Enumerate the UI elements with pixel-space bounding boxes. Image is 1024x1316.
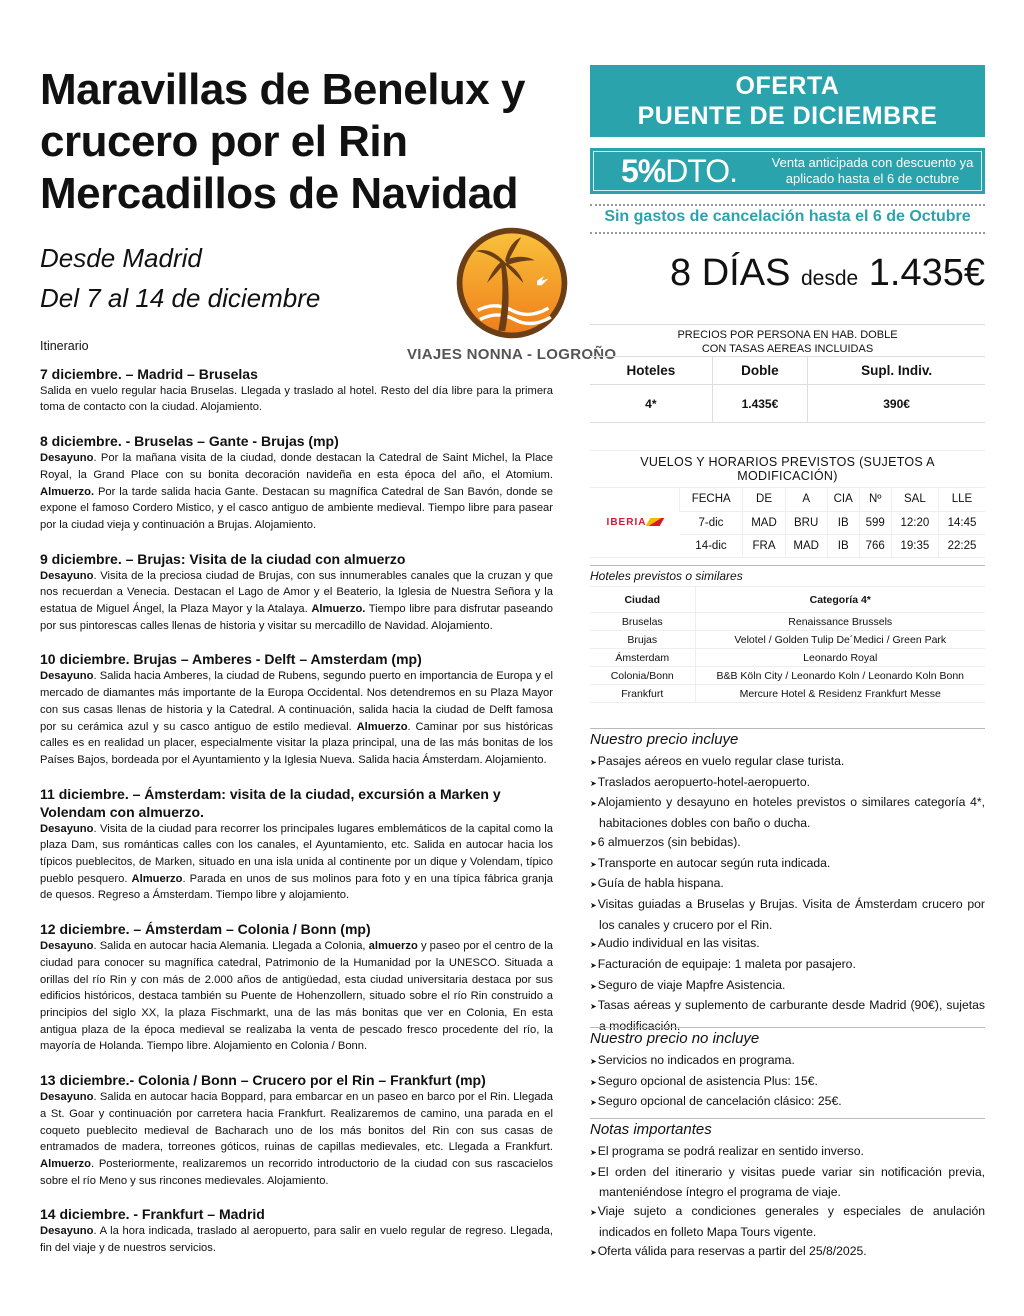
table-row — [590, 667, 985, 685]
body-text: . Salida hacia Amberes, la ciudad de Rubens, segundo puerto en importancia de Europa y el mercado de diamantes más importante de la Europa Occidental. Nos detendremos en su Plaza Mayor con sus casas llenas de historia y la Catedral. A continuación, salida hacia la ciudad de Delft famosa por su cerámica azul y su casco antiguo de estilo medieval. — [40, 670, 553, 733]
itinerary-label: Itinerario — [40, 339, 89, 353]
page-title — [40, 64, 570, 220]
list-item: ➤ Visitas guiadas a Bruselas y Brujas. Visita de Ámsterdam crucero por los canales y crucero por el Rin. — [590, 895, 985, 934]
flights-table — [590, 450, 985, 558]
day-title: 12 diciembre. – Ámsterdam – Colonia / Bonn (mp) — [40, 921, 371, 938]
list-item: ➤ Tasas aéreas y suplemento de carburante desde Madrid (90€), sujetas a modificación. — [590, 996, 985, 1035]
table-cell: Velotel / Golden Tulip De´Medici / Green Park — [695, 631, 985, 649]
from-price: 1.435€ — [868, 252, 985, 294]
itinerary-day — [40, 1205, 553, 1256]
table-cell: 14:45 — [939, 511, 986, 534]
itinerary-day — [40, 550, 553, 635]
highlight-text: Desayuno — [40, 1091, 94, 1104]
list-item: ➤ El orden del itinerario y visitas puede variar sin notificación previa, manteniéndose íntegro el programa de viaje. — [590, 1163, 985, 1202]
highlight-text: Desayuno — [40, 452, 94, 465]
list-item: ➤ Viaje sujeto a condiciones generales y especiales de anulación indicados en folleto Mapa Tours vigente. — [590, 1202, 985, 1241]
highlight-text: Almuerzo — [356, 720, 408, 733]
offer-line: OFERTA — [735, 72, 840, 100]
table-cell: Colonia/Bonn — [590, 667, 695, 685]
body-text: y paseo por el centro de la ciudad para conocer su magnífica catedral, Patrimonio de la Humanidad por la UNESCO. Situada a orillas del río Rin y con más de 2.000 años de antigüedad, esta ciudad universitaria destaca por sus edificios históricos, destaca también su Puente de Hohenzollern, situado sobre el río Rin construido a principios del siglo XX, la plaza Fischmarkt, una de las más bonitas que ver en Colonia, En esta antigua plaza de la época medieval se realizaba la venta de pescado fresco procedente del río, la mayoría de Holanda. Tiempo libre. Alojamiento en Colonia / Bonn. — [40, 940, 553, 1053]
column-header: FECHA — [680, 488, 743, 511]
body-text: . A la hora indicada, traslado al aeropuerto, para salir en vuelo regular de regreso. Llegada, fin del viaje y de nuestros servicios. — [40, 1225, 553, 1255]
list-item: ➤ Seguro de viaje Mapfre Asistencia. — [590, 976, 985, 997]
table-cell: FRA — [743, 534, 785, 557]
discount-text: Venta anticipada con descuento ya — [771, 155, 974, 170]
day-title: 9 diciembre. – Brujas: Visita de la ciudad con almuerzo — [40, 550, 406, 567]
table-cell: Bruselas — [590, 613, 695, 631]
list-item: ➤ Seguro opcional de cancelación clásico: 25€. — [590, 1092, 985, 1113]
body-text: . Posteriormente, realizaremos un recorrido introductorio de la ciudad con sus rascacielos sobre el río Meno y sus rincones medievales. Alojamiento. — [40, 1157, 553, 1187]
itinerary-day — [40, 785, 553, 905]
column-header: A — [785, 488, 827, 511]
day-description — [40, 383, 553, 416]
column-header: Hoteles — [590, 357, 712, 385]
day-description — [40, 568, 553, 635]
flights-caption: VUELOS Y HORARIOS PREVISTOS (SUJETOS A MODIFICACIÓN) — [590, 450, 985, 488]
column-header: LLE — [939, 488, 986, 511]
body-text: . Salida en autocar hacia Boppard, para embarcar en un paseo en barco por el Rin. Llegada a St. Goar y continuación por carretera hacia Frankfurt. Realizaremos de camino, una parada en el coqueto pueblecito medieval de Bacharach uno de los más bonitos del Rin con sus casas de entramados de madera, torreones góticos, ruinas de capillas medievales, etc. Llegada a Frankfurt. — [40, 1091, 553, 1154]
highlight-text: Desayuno — [40, 569, 94, 582]
body-text: Por la tarde salida hacia Gante. Destacan su magnífica Catedral de San Bavón, donde se expone el famoso Cordero Mistico, y el casco antiguo de ambiente medieval. Tiempo libre para pasear por la ciudad vieja y continuación a Brujas. Alojamiento. — [40, 485, 553, 531]
table-header-row — [590, 488, 985, 511]
agency-name: VIAJES NONNA - LOGROÑO — [407, 346, 617, 363]
highlight-text: Desayuno — [40, 940, 94, 953]
table-cell: Mercure Hotel & Residenz Frankfurt Messe — [695, 685, 985, 703]
list-item: ➤ Alojamiento y desayuno en hoteles previstos o similares categoría 4*, habitaciones dobles con baño o ducha. — [590, 793, 985, 832]
highlight-text: Desayuno — [40, 670, 94, 683]
table-cell: IB — [827, 534, 859, 557]
day-title: 11 diciembre. – Ámsterdam: visita de la ciudad, excursión a Marken y Volendam con almuerzo. — [40, 785, 501, 820]
table-cell: 19:35 — [891, 534, 938, 557]
offer-line: PUENTE DE DICIEMBRE — [637, 102, 938, 130]
table-cell: BRU — [785, 511, 827, 534]
body-text: . Visita de la ciudad para recorrer los principales lugares emblemáticos de la capital como la plaza Dam, sus románticas calles con los canales, el Ayuntamiento, etc. Salida en autocar hacia los típicos pueblecitos, de Marken, situado en una isla unida al continente por un dique y Volendam, típico pueblo pesquero. — [40, 822, 553, 885]
table-cell: Frankfurt — [590, 685, 695, 703]
list-item: ➤ Seguro opcional de asistencia Plus: 15€. — [590, 1072, 985, 1093]
from-label: desde — [800, 267, 859, 290]
iberia-logo-icon — [646, 518, 665, 526]
excludes-title: Nuestro precio no incluye — [590, 1030, 760, 1047]
column-header: Doble — [712, 357, 807, 385]
itinerary-day — [40, 1071, 553, 1189]
highlight-text: Almuerzo. — [40, 485, 95, 498]
includes-section — [590, 728, 985, 1036]
body-text: . Parada en unos de sus molinos para foto y en una típica fábrica granja de quesos. Regreso a Ámsterdam. Tiempo libre y alojamiento. — [40, 872, 553, 902]
column-header: CIA — [827, 488, 859, 511]
day-description — [40, 668, 553, 768]
day-description — [40, 1223, 553, 1256]
divider — [590, 204, 985, 206]
origin: Desde Madrid — [40, 243, 202, 273]
iberia-logo: IBERIA — [606, 516, 647, 528]
subtitle — [40, 238, 320, 318]
highlight-text: Desayuno — [40, 822, 94, 835]
day-title: 13 diciembre.- Colonia / Bonn – Crucero por el Rin – Frankfurt (mp) — [40, 1072, 486, 1089]
day-title: 8 diciembre. - Bruselas – Gante - Brujas (mp) — [40, 433, 339, 450]
list-item: ➤ Transporte en autocar según ruta indicada. — [590, 854, 985, 875]
list-item: ➤ Facturación de equipaje: 1 maleta por pasajero. — [590, 955, 985, 976]
column-header: Ciudad — [590, 587, 695, 613]
list-item: ➤ Guía de habla hispana. — [590, 874, 985, 895]
table-cell: 12:20 — [891, 511, 938, 534]
table-cell: MAD — [785, 534, 827, 557]
table-cell: 14-dic — [680, 534, 743, 557]
table-row — [590, 613, 985, 631]
itinerary-day — [40, 432, 553, 534]
day-description — [40, 938, 553, 1055]
table-row — [590, 649, 985, 667]
column-header: Supl. Indiv. — [808, 357, 985, 385]
body-text: . Visita de la preciosa ciudad de Brujas, con sus innumerables canales que la cruzan y que nos recuerdan a Venecia. Destacan el Lago de Amor y el Beaterio, la Iglesia de Nuestra Señora y la estatua de Miguel Ángel, la Plaza Mayor y la Atalaya. — [40, 569, 553, 616]
cancellation-note: Sin gastos de cancelación hasta el 6 de Octubre — [604, 208, 971, 225]
list-item: ➤ Oferta válida para reservas a partir del 25/8/2025. — [590, 1242, 985, 1263]
day-description — [40, 821, 553, 905]
highlight-text: almuerzo — [368, 940, 418, 953]
day-title: 14 diciembre. - Frankfurt – Madrid — [40, 1206, 265, 1223]
palm-tree-sunset-logo — [455, 226, 569, 340]
offer-banner — [590, 65, 985, 137]
list-item: ➤ Audio individual en las visitas. — [590, 934, 985, 955]
body-text: . Por la mañana visita de la ciudad, donde destacan la Catedral de Saint Michel, la Place Royal, la Grand Place con su bonita decoración navideña en esta época del año, el Atomium. — [40, 452, 553, 481]
table-row — [590, 631, 985, 649]
notes-section — [590, 1118, 985, 1262]
column-header: DE — [743, 488, 785, 511]
title-line: Mercadillos de Navidad — [40, 169, 519, 218]
table-cell: 1.435€ — [712, 385, 807, 423]
day-title: 10 diciembre. Brujas – Amberes - Delft – Amsterdam (mp) — [40, 651, 422, 668]
table-cell: 599 — [859, 511, 891, 534]
table-row — [590, 685, 985, 703]
column-header: Categoría 4* — [695, 587, 985, 613]
column-header: Nº — [859, 488, 891, 511]
day-title: 7 diciembre. – Madrid – Bruselas — [40, 365, 258, 382]
excludes-section — [590, 1027, 985, 1113]
hotels-title: Hoteles previstos o similares — [590, 569, 743, 583]
body-text: . Salida en autocar hacia Alemania. Llegada a Colonia, — [93, 940, 369, 953]
table-cell: 7-dic — [680, 511, 743, 534]
day-description — [40, 1089, 553, 1189]
title-line: Maravillas de Benelux y — [40, 65, 525, 114]
highlight-text: Almuerzo — [131, 872, 183, 885]
itinerary-day — [40, 650, 553, 768]
discount-text: aplicado hasta el 6 de octubre — [785, 171, 960, 186]
highlight-text: Almuerzo. — [311, 603, 366, 616]
airline-logo — [590, 488, 680, 557]
table-cell: 766 — [859, 534, 891, 557]
body-text: . Caminar por sus históricas calles es en realidad un placer, especialmente visitar la plaza principal, una de las más bonitas de los Países Bajos, bordeada por el Ayuntamiento y la Iglesia Nueva. Salida hacia Ámsterdam. Alojamiento. — [40, 720, 553, 766]
price-caption: PRECIOS POR PERSONA EN HAB. DOBLE — [677, 329, 898, 341]
discount-box — [590, 148, 985, 194]
table-cell: Ámsterdam — [590, 649, 695, 667]
itinerary-day — [40, 365, 553, 416]
title-line: crucero por el Rin — [40, 117, 408, 166]
discount-word: DTO. — [665, 152, 738, 189]
divider — [590, 232, 985, 234]
list-item: ➤ Pasajes aéreos en vuelo regular clase turista. — [590, 752, 985, 773]
trip-days: 8 DÍAS — [670, 252, 791, 294]
table-cell: Renaissance Brussels — [695, 613, 985, 631]
day-description — [40, 450, 553, 534]
table-cell: IB — [827, 511, 859, 534]
itinerary-day — [40, 920, 553, 1055]
table-cell: B&B Köln City / Leonardo Koln / Leonardo Koln Bonn — [695, 667, 985, 685]
notes-title: Notas importantes — [590, 1121, 712, 1138]
itinerary — [40, 338, 553, 1273]
list-item: ➤ El programa se podrá realizar en sentido inverso. — [590, 1142, 985, 1163]
highlight-text: Desayuno — [40, 1225, 94, 1238]
table-row — [590, 385, 985, 423]
price-table — [590, 324, 985, 423]
list-item: ➤ 6 almuerzos (sin bebidas). — [590, 833, 985, 854]
body-text: Tiempo libre para disfrutar paseando por sus pintorescas calles llenas de historia y visitar su mercadillo de Navidad. Alojamiento. — [40, 603, 553, 632]
table-cell: 390€ — [808, 385, 985, 423]
table-cell: MAD — [743, 511, 785, 534]
list-item: ➤ Traslados aeropuerto-hotel-aeropuerto. — [590, 773, 985, 794]
table-cell: Brujas — [590, 631, 695, 649]
body-text: Salida en vuelo regular hacia Bruselas. Llegada y traslado al hotel. Resto del día libre para la primera toma de contacto con la ciudad. Alojamiento. — [40, 384, 553, 414]
discount-percent: 5% — [620, 152, 666, 189]
list-item: ➤ Servicios no indicados en programa. — [590, 1051, 985, 1072]
price-caption: CON TASAS AEREAS INCLUIDAS — [701, 343, 874, 355]
table-cell: 22:25 — [939, 534, 986, 557]
table-cell: Leonardo Royal — [695, 649, 985, 667]
highlight-text: Almuerzo — [40, 1157, 91, 1170]
table-cell: 4* — [590, 385, 712, 423]
hotels-table — [590, 565, 985, 703]
price-headline — [590, 252, 985, 295]
travel-dates: Del 7 al 14 de diciembre — [40, 283, 321, 313]
column-header: SAL — [891, 488, 938, 511]
includes-title: Nuestro precio incluye — [590, 731, 739, 748]
